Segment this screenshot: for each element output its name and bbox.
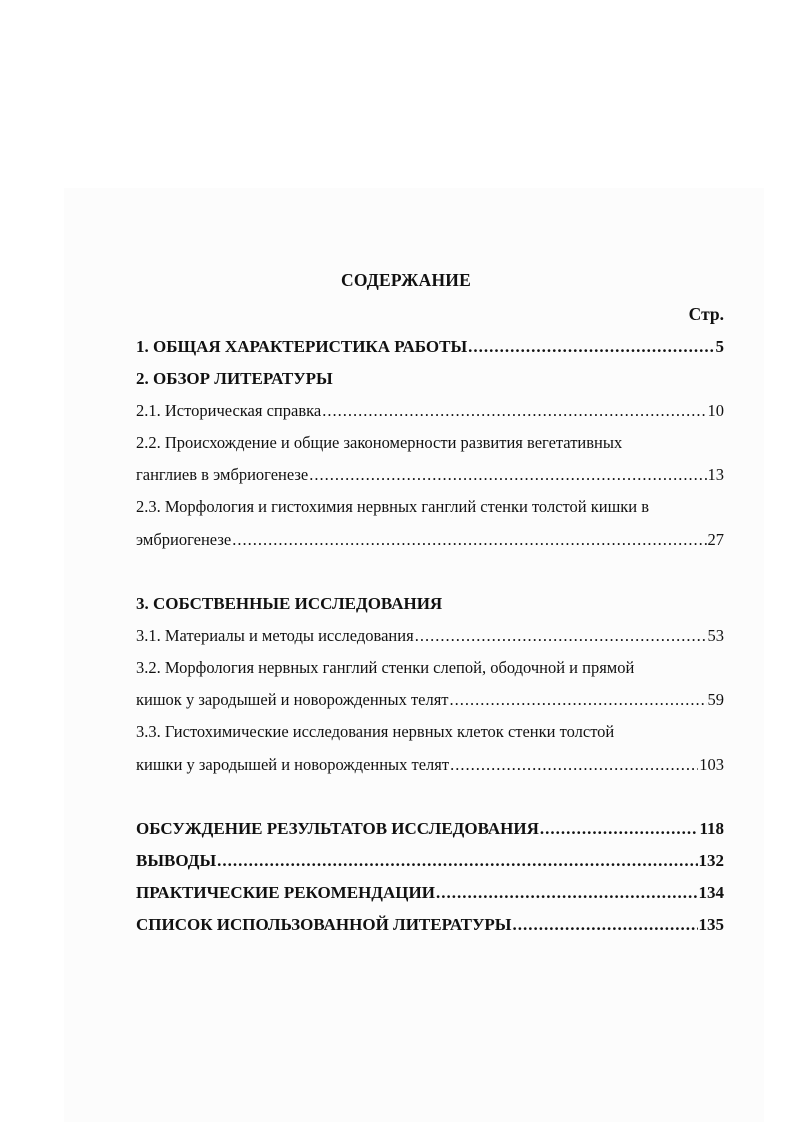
toc-page-number: 103 (699, 755, 724, 774)
toc-entry (136, 530, 724, 550)
leader-dots (450, 690, 707, 710)
toc-entry-title: 3.3. Гистохимические исследования нервных клеток стенки толстой (136, 722, 615, 741)
toc-entry-title-cont: кишки у зародышей и новорожденных телят (136, 755, 450, 774)
leader-dots (322, 401, 706, 421)
leader-dots (450, 755, 698, 775)
toc-page-number: 59 (707, 690, 724, 709)
toc-entry-line1 (136, 497, 724, 517)
toc-entry-line1 (136, 658, 724, 678)
leader-dots (540, 819, 699, 839)
toc-entry-title: 3.2. Морфология нервных ганглий стенки слепой, ободочной и прямой (136, 658, 635, 677)
toc-entry (136, 755, 724, 775)
toc-entry-title: 2.1. Историческая справка (136, 401, 322, 420)
toc-entry (136, 819, 724, 839)
toc-page-number: 135 (698, 915, 724, 934)
toc-page-number: 13 (707, 465, 724, 484)
toc-section-heading (136, 594, 724, 614)
toc-entry-line1 (136, 433, 724, 453)
toc-entry (136, 883, 724, 903)
scanned-page-area (64, 188, 764, 1122)
page-title: СОДЕРЖАНИЕ (340, 270, 471, 290)
toc-page-number: 10 (707, 401, 724, 420)
leader-dots (468, 337, 714, 357)
toc-entry (136, 626, 724, 646)
toc-entry (136, 337, 724, 357)
toc-page-number: 134 (698, 883, 724, 902)
toc-entry-title: СПИСОК ИСПОЛЬЗОВАННОЙ ЛИТЕРАТУРЫ (136, 915, 512, 934)
toc-page-number: 5 (715, 337, 724, 356)
toc-entry-title-cont: кишок у зародышей и новорожденных телят (136, 690, 449, 709)
leader-dots (415, 626, 707, 646)
toc-entry-title: 3.1. Материалы и методы исследования (136, 626, 414, 645)
toc-page-number: 132 (698, 851, 724, 870)
toc-entry-title: 2.3. Морфология и гистохимия нервных ганглий стенки толстой кишки в (136, 497, 650, 516)
toc-entry-title: ОБСУЖДЕНИЕ РЕЗУЛЬТАТОВ ИССЛЕДОВАНИЯ (136, 819, 539, 838)
toc-entry-title: 3. СОБСТВЕННЫЕ ИССЛЕДОВАНИЯ (136, 594, 443, 613)
toc-entry-title: 2. ОБЗОР ЛИТЕРАТУРЫ (136, 369, 333, 388)
toc-entry-title: 1. ОБЩАЯ ХАРАКТЕРИСТИКА РАБОТЫ (136, 337, 468, 356)
toc-entry-line1 (136, 722, 724, 742)
toc-entry-title: 2.2. Происхождение и общие закономерности развития вегетативных (136, 433, 623, 452)
leader-dots (436, 883, 698, 903)
toc-page-number: 118 (699, 819, 724, 838)
toc-entry (136, 690, 724, 710)
leader-dots (217, 851, 697, 871)
toc-entry-title-cont: ганглиев в эмбриогенезе (136, 465, 309, 484)
toc-entry (136, 915, 724, 935)
toc-entry-title: ПРАКТИЧЕСКИЕ РЕКОМЕНДАЦИИ (136, 883, 435, 902)
toc-section-heading (136, 369, 724, 389)
toc-entry (136, 465, 724, 485)
leader-dots (309, 465, 706, 485)
toc-entry (136, 401, 724, 421)
toc-entry-title: ВЫВОДЫ (136, 851, 217, 870)
toc-page-number: 27 (707, 530, 724, 549)
toc-page-number: 53 (707, 626, 724, 645)
leader-dots (232, 530, 706, 550)
leader-dots (513, 915, 698, 935)
toc-entry-title-cont: эмбриогенезе (136, 530, 232, 549)
toc-entry (136, 851, 724, 871)
page-column-label: Стр. (688, 304, 724, 324)
